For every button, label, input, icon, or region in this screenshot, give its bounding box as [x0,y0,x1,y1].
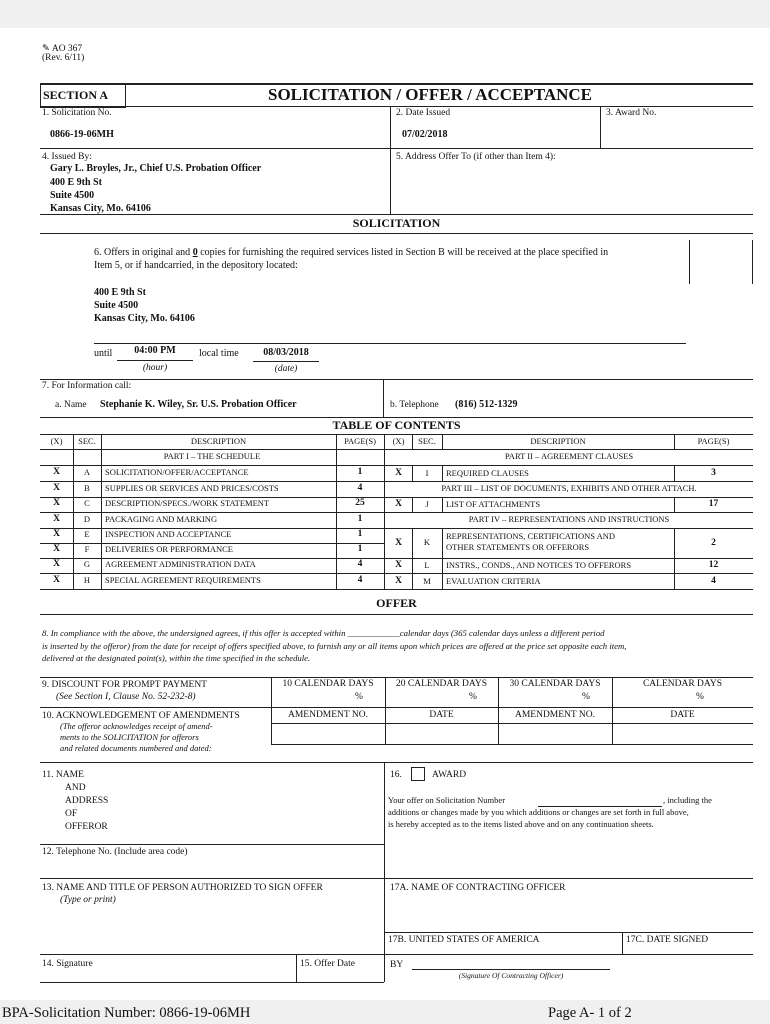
toc-right-desc: REQUIRED CLAUSES [446,468,529,478]
award-number-label: 16. [390,770,402,780]
discount-col: 20 CALENDAR DAYS [396,679,487,689]
toc-header-description: DESCRIPTION [190,436,247,446]
issued-by-line: Kansas City, Mo. 64106 [50,203,151,214]
address-offer-label: 5. Address Offer To (if other than Item 4): [396,152,556,162]
award-text: is hereby accepted as to the items listed above and on any continuation sheets. [388,819,654,829]
rule [412,434,413,450]
form-code-text: AO 367 [51,44,83,54]
toc-left-x: X [53,559,60,569]
local-time-label: local time [199,348,239,359]
rule [442,497,443,513]
toc-left-pages: 1 [357,514,363,524]
award-text: additions or changes made by you which additions or changes are set forth in full above, [388,807,689,817]
toc-part1: PART I – THE SCHEDULE [163,451,261,461]
rule [40,844,384,845]
rule [271,744,753,745]
toc-left-desc: INSPECTION AND ACCEPTANCE [105,529,232,539]
solicitation-no-label: 1. Solicitation No. [42,108,112,118]
ack-sub: ments to the SOLICITATION for offerors [60,732,199,742]
rule [40,214,753,215]
ack-sub: (The offeror acknowledges receipt of amend- [60,721,213,731]
issued-by-label: 4. Issued By: [42,152,92,162]
toc-right-desc: OTHER STATEMENTS OR OFFERORS [446,542,590,552]
toc-right-x: X [395,468,402,478]
toc-left-x: X [53,483,60,493]
toc-header-description: DESCRIPTION [530,436,586,446]
rule [384,528,753,529]
offeror-name-label: ADDRESS [65,796,109,806]
award-text-part: Your offer on Solicitation Number [388,795,506,805]
toc-left-x: X [53,529,60,539]
ack-sub: and related documents numbered and dated: [60,743,212,753]
toc-right-sec: L [424,560,430,570]
toc-right-x: X [395,576,402,586]
offeror-name-label: 11. NAME [42,770,84,780]
ack-label: 10. ACKNOWLEDGEMENT OF AMENDMENTS [42,711,240,721]
hour-caption: (hour) [142,363,168,373]
toc-right-pages: 2 [711,538,716,548]
date-issued-value: 07/02/2018 [402,129,448,140]
usa-label: 17B. UNITED STATES OF AMERICA [388,935,540,945]
rule [384,932,753,933]
signer-label: 13. NAME AND TITLE OF PERSON AUTHORIZED TO SIGN OFFER [42,883,323,893]
toc-heading: TABLE OF CONTENTS [332,418,461,432]
rule [40,233,753,234]
rule [752,240,753,284]
toc-right-sec: M [423,576,431,586]
toc-header-sec: SEC. [418,436,436,446]
toc-left-sec: F [84,544,90,554]
issued-by-line: Suite 4500 [50,190,95,201]
offeror-name-label: AND [65,783,86,793]
amendment-no-header: AMENDMENT NO. [287,710,369,720]
toc-right-desc: EVALUATION CRITERIA [446,576,541,586]
form-title: SOLICITATION / OFFER / ACCEPTANCE [268,85,592,104]
until-label: until [94,348,113,359]
award-no-label: 3. Award No. [606,108,657,118]
percent-sign: % [696,692,704,702]
award-label: AWARD [432,770,467,780]
toc-left-pages: 4 [357,483,363,493]
rule [600,106,601,148]
toc-part4: PART IV – REPRESENTATIONS AND INSTRUCTIONS [468,514,670,524]
section-label: SECTION A [43,88,109,102]
award-checkbox[interactable] [411,767,425,781]
rule [412,969,610,970]
toc-right-desc: LIST OF ATTACHMENTS [446,499,541,509]
offer-date-label: 15. Offer Date [300,959,355,969]
rule [384,762,385,982]
rule [94,343,686,344]
toc-left-pages: 4 [357,575,363,585]
toc-left-sec: G [83,559,91,569]
contact-name-value: Stephanie K. Wiley, Sr. U.S. Probation Officer [100,399,297,410]
toc-right-sec: K [423,537,431,547]
discount-col: 30 CALENDAR DAYS [509,679,601,689]
toc-left-x: X [53,498,60,508]
discount-sub: (See Section I, Clause No. 52-232-8) [56,692,196,702]
rule [40,543,384,544]
toc-left-x: X [53,514,60,524]
toc-left-desc: PACKAGING AND MARKING [105,514,218,524]
toc-left-sec: B [84,483,90,493]
toc-right-sec: J [425,499,429,509]
rule [384,878,753,879]
toc-header-x: (X) [392,436,405,446]
toc-left-sec: H [83,575,91,585]
rule [384,558,753,559]
rule [40,465,753,466]
toc-left-sec: E [84,529,90,539]
toc-left-desc: SOLICITATION/OFFER/ACCEPTANCE [105,467,249,477]
percent-sign: % [469,692,477,702]
toc-left-desc: DESCRIPTION/SPECS./WORK STATEMENT [105,498,270,508]
offer-heading: OFFER [376,596,417,610]
rule [674,434,675,450]
date-value: 08/03/2018 [263,347,309,358]
date-caption: (date) [274,364,298,374]
issued-by-line: Gary L. Broyles, Jr., Chief U.S. Probation Officer [50,163,262,174]
toc-header-pages: PAGE(S) [344,436,376,446]
toc-right-x: X [395,499,402,509]
rule [40,449,753,450]
hour-value: 04:00 PM [134,345,176,356]
rule [384,512,753,513]
rule [384,481,753,482]
solicitation-heading: SOLICITATION [352,216,441,230]
rule [442,434,443,450]
rule [390,106,391,214]
toc-header-sec: SEC. [78,436,96,446]
toc-right-desc: INSTRS., CONDS., AND NOTICES TO OFFERORS [446,560,632,570]
copies-value: 0 [192,247,198,258]
rule [40,677,753,678]
item6-post: copies for furnishing the required services listed in Section B will be received at the place specified in [197,247,609,258]
solicitation-no-value: 0866-19-06MH [50,129,114,140]
top-band [0,0,770,28]
toc-part2: PART II – AGREEMENT CLAUSES [504,451,634,461]
percent-sign: % [355,692,363,702]
signature-label: 14. Signature [42,959,93,969]
rule [40,512,384,513]
date-signed-label: 17C. DATE SIGNED [626,935,709,945]
rule [442,465,443,481]
depository-address-line: 400 E 9th St [94,287,146,298]
item8-line: is inserted by the offeror) from the date for receipt of offers specified above, to furnish any or all items upon which prices are offered at the price set opposite each item, [42,641,627,651]
telephone-value: (816) 512-1329 [455,399,518,410]
rule [40,106,753,107]
amendment-date-header: DATE [670,710,695,720]
toc-part3: PART III – LIST OF DOCUMENTS, EXHIBITS AND OTHER ATTACH. [441,483,697,493]
date-issued-label: 2. Date Issued [396,108,451,118]
toc-left-pages: 25 [355,498,365,508]
form-revision: (Rev. 6/11) [42,53,85,63]
rule [384,573,753,574]
toc-right-x: X [395,538,402,548]
item6-line2: Item 5, or if handcarried, in the depository located: [94,260,298,271]
rule [40,148,753,149]
contracting-officer-name-label: 17A. NAME OF CONTRACTING OFFICER [390,883,566,893]
rule [271,723,753,724]
rule [383,379,384,417]
toc-left-desc: AGREEMENT ADMINISTRATION DATA [105,559,256,569]
amendment-no-header: AMENDMENT NO. [514,710,596,720]
toc-left-pages: 1 [357,467,363,477]
footer-page-number: Page A- 1 of 2 [548,1005,632,1021]
rule [40,558,384,559]
rule [40,707,753,708]
rule [253,361,319,362]
rule [40,589,753,590]
item8-line: 8. In compliance with the above, the undersigned agrees, if this offer is accepted within ____________calendar days (365 calendar days unless a different period [42,628,605,638]
pencil-icon: ✎ [42,44,50,54]
rule [296,954,297,982]
discount-col: 10 CALENDAR DAYS [282,679,374,689]
signer-sub: (Type or print) [60,895,116,905]
rule [40,481,384,482]
toc-left-x: X [53,467,60,477]
award-text-part: , including the [663,795,712,805]
rule [117,360,193,361]
discount-col: CALENDAR DAYS [642,679,723,689]
telephone-label: b. Telephone [390,400,439,410]
toc-right-pages: 17 [708,499,719,509]
toc-left-desc: SUPPLIES OR SERVICES AND PRICES/COSTS [105,483,279,493]
toc-right-desc: REPRESENTATIONS, CERTIFICATIONS AND [446,531,616,541]
toc-right-sec: I [425,468,429,478]
item6-line1 [94,247,608,258]
toc-left-desc: DELIVERIES OR PERFORMANCE [105,544,233,554]
depository-address-line: Kansas City, Mo. 64106 [94,313,195,324]
rule [689,240,690,284]
rule [622,932,623,954]
rule [40,434,753,435]
depository-address-line: Suite 4500 [94,300,139,311]
toc-header-pages: PAGE(S) [697,436,730,446]
item8-line: delivered at the designated point(s), within the time specified in the schedule. [42,653,311,663]
rule [40,573,384,574]
toc-header-x: (X) [50,436,63,446]
toc-left-desc: SPECIAL AGREEMENT REQUIREMENTS [105,575,261,585]
info-label: 7. For Information call: [42,381,132,391]
rule [384,497,753,498]
toc-left-sec: D [83,514,91,524]
rule [40,954,753,955]
rule [40,614,753,615]
toc-left-pages: 4 [357,559,363,569]
rule [40,982,384,983]
rule [40,528,384,529]
toc-left-pages: 1 [357,529,363,539]
telephone-no-label: 12. Telephone No. (Include area code) [42,847,188,857]
offeror-name-label: OF [65,809,78,819]
toc-left-sec: A [83,467,91,477]
toc-left-x: X [53,575,60,585]
toc-left-sec: C [84,498,90,508]
toc-left-pages: 1 [357,544,363,554]
contact-name-label: a. Name [55,400,87,410]
item6-pre: 6. Offers in original and [94,247,193,258]
toc-right-pages: 12 [708,560,719,570]
toc-right-x: X [395,560,402,570]
toc-right-pages: 3 [711,468,716,478]
amendment-date-header: DATE [429,710,454,720]
percent-sign: % [582,692,590,702]
discount-label: 9. DISCOUNT FOR PROMPT PAYMENT [42,680,207,690]
footer-solicitation-number: BPA-Solicitation Number: 0866-19-06MH [2,1005,251,1021]
issued-by-line: 400 E 9th St [50,177,102,188]
offeror-name-label: OFFEROR [65,822,108,832]
toc-left-x: X [53,544,60,554]
rule [40,878,384,879]
by-label: BY [390,960,404,970]
rule [40,497,384,498]
rule [40,379,753,380]
contracting-officer-signature-caption: (Signature Of Contracting Officer) [458,971,564,980]
rule [40,762,753,763]
toc-right-pages: 4 [711,576,716,586]
